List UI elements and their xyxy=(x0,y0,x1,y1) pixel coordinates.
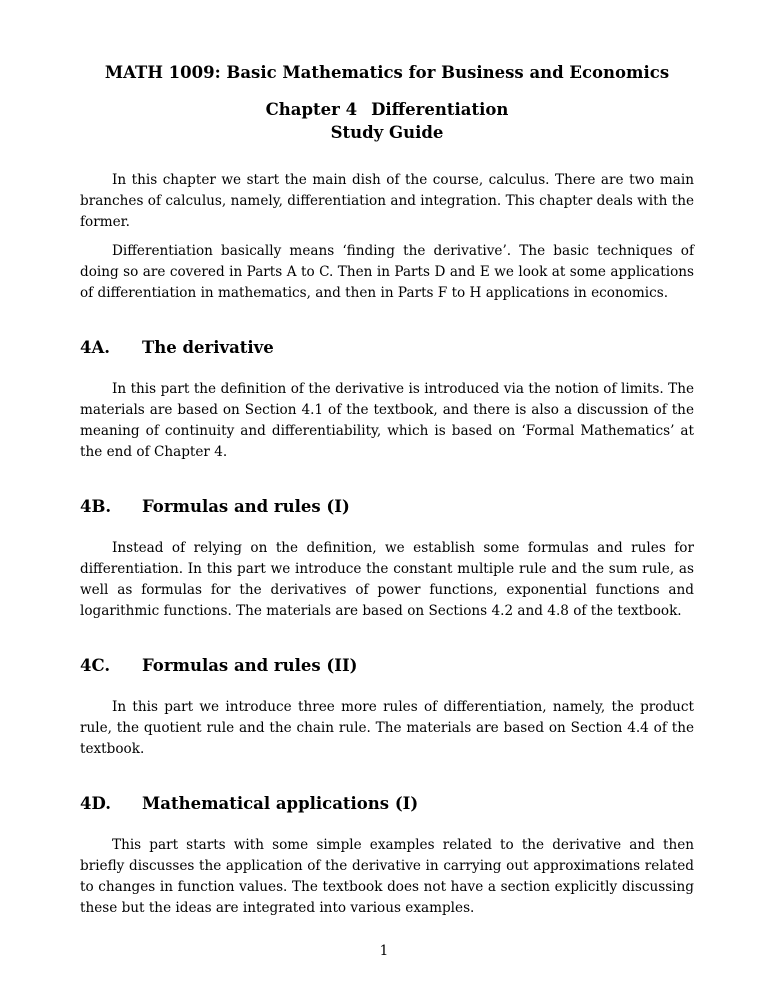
section-heading xyxy=(80,337,694,359)
chapter-label: Chapter 4 xyxy=(265,100,358,119)
section-number: 4C. xyxy=(80,656,111,675)
document-page xyxy=(80,62,694,919)
section-body: Instead of relying on the definition, we establish some formulas and rules for differentiation. In this part we introduce the constant multiple rule and the sum rule, as well as formulas for the derivatives of power functions, exponential functions and logarithmic functions. The materials are based on Sections 4.2 and 4.8 of the textbook. xyxy=(80,540,694,619)
section-number: 4B. xyxy=(80,497,112,516)
section-heading xyxy=(80,496,694,518)
section-4b xyxy=(80,496,694,622)
section-title: The derivative xyxy=(142,338,274,357)
chapter-name: Differentiation xyxy=(371,100,509,119)
course-title: MATH 1009: Basic Mathematics for Business and Economics xyxy=(104,63,670,82)
chapter-title xyxy=(80,98,694,121)
section-number: 4A. xyxy=(80,338,111,357)
section-body: This part starts with some simple examples related to the derivative and then briefly discusses the application of the derivative in carrying out approximations related to changes in function values. The textbook does not have a section explicitly discussing these but the ideas are integrated into various examples. xyxy=(80,837,694,916)
section-4c xyxy=(80,655,694,760)
section-number: 4D. xyxy=(80,794,111,813)
section-heading xyxy=(80,793,694,815)
section-title: Mathematical applications (I) xyxy=(142,794,419,813)
section-4d xyxy=(80,793,694,919)
section-heading xyxy=(80,655,694,677)
page-number: 1 xyxy=(379,943,389,959)
intro-paragraph-2: Differentiation basically means ‘finding the derivative’. The basic techniques of doing so are covered in Parts A to C. Then in Parts D and E we look at some applications of differentiation in mathematics, and then in Parts F to H applications in economics. xyxy=(80,243,694,301)
section-body: In this part the definition of the derivative is introduced via the notion of limits. The materials are based on Section 4.1 of the textbook, and there is also a discussion of the meaning of continuity and differentiability, which is based on ‘Formal Mathematics’ at the end of Chapter 4. xyxy=(80,381,694,460)
section-title: Formulas and rules (I) xyxy=(142,497,350,516)
study-guide-subtitle: Study Guide xyxy=(330,123,444,142)
section-4a xyxy=(80,337,694,463)
section-body: In this part we introduce three more rules of differentiation, namely, the product rule, the quotient rule and the chain rule. The materials are based on Section 4.4 of the textbook. xyxy=(80,699,694,757)
section-title: Formulas and rules (II) xyxy=(142,656,358,675)
intro-paragraph-1: In this chapter we start the main dish of the course, calculus. There are two main branches of calculus, namely, differentiation and integration. This chapter deals with the former. xyxy=(80,172,694,230)
